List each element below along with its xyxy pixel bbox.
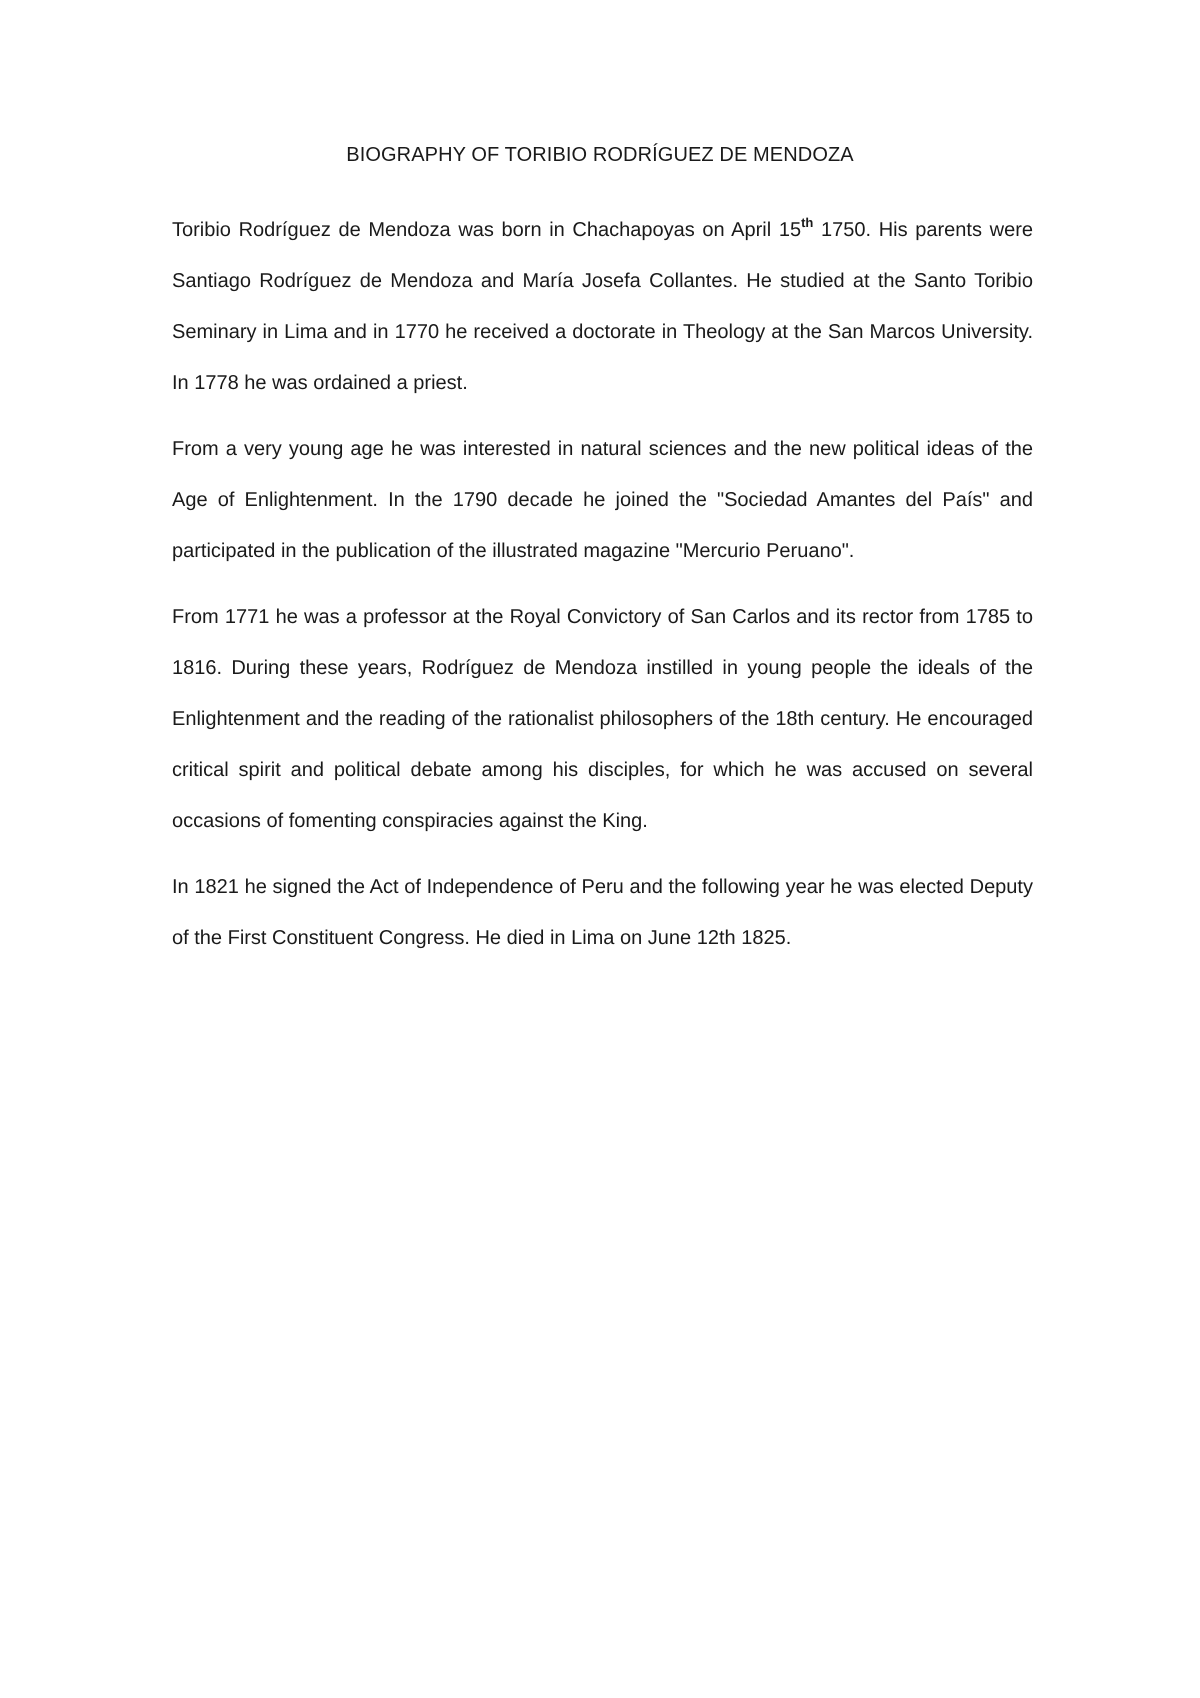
- paragraph-professor: From 1771 he was a professor at the Royal Convictory of San Carlos and its rector from 1785 to 1816. During these years, Rodríguez de Mendoza instilled in young people the ideals of the Enlightenment and the reading of the rationalist philosophers of the 18th century. He encouraged critical spirit and political debate among his disciples, for which he was accused on several occasions of fomenting conspiracies against the King.: [172, 606, 1033, 832]
- ordinal-superscript: th: [801, 215, 814, 230]
- paragraph-text: 1750. His parents were Santiago Rodríguez de Mendoza and María Josefa Collantes. He studied at the Santo Toribio Seminary in Lima and in 1770 he received a doctorate in Theology at the San Marcos University. In 1778 he was ordained a priest.: [172, 219, 1033, 394]
- paragraph-independence: In 1821 he signed the Act of Independence of Peru and the following year he was elected Deputy of the First Constituent Congress. He died in Lima on June 12th 1825.: [172, 876, 1033, 949]
- paragraph-birth: [172, 205, 1033, 409]
- document-title: BIOGRAPHY OF TORIBIO RODRÍGUEZ DE MENDOZA: [346, 144, 854, 166]
- document-body: [172, 205, 1033, 979]
- paragraph-enlightenment: From a very young age he was interested in natural sciences and the new political ideas of the Age of Enlightenment. In the 1790 decade he joined the "Sociedad Amantes del País" and participated in the publication of the illustrated magazine "Mercurio Peruano".: [172, 438, 1033, 562]
- paragraph-text: Toribio Rodríguez de Mendoza was born in Chachapoyas on April 15: [172, 219, 802, 241]
